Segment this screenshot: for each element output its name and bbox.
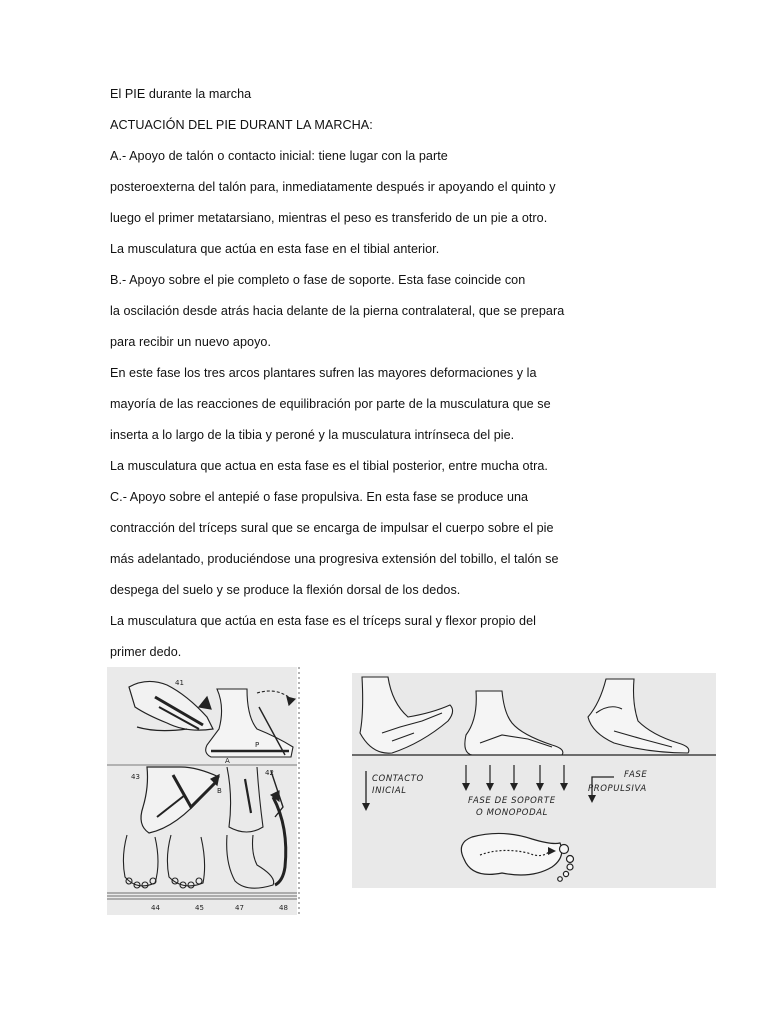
label-propulsiva: PROPULSIVA <box>588 784 647 794</box>
fig-number: 47 <box>235 904 244 912</box>
text-line: primer dedo. <box>110 645 182 659</box>
fig-number: 48 <box>279 904 288 912</box>
text-line: más adelantado, produciéndose una progresiva extensión del tobillo, el talón se <box>110 552 559 566</box>
fig-number: 45 <box>195 904 204 912</box>
text-line: A.- Apoyo de talón o contacto inicial: tiene lugar con la parte <box>110 149 448 163</box>
text-line: La musculatura que actúa en esta fase es el tríceps sural y flexor propio del <box>110 614 536 628</box>
gait-phases-figure <box>352 673 716 888</box>
fig-number: 43 <box>131 773 140 781</box>
text-line: contracción del tríceps sural que se encarga de impulsar el cuerpo sobre el pie <box>110 521 554 535</box>
section-heading: ACTUACIÓN DEL PIE DURANT LA MARCHA: <box>110 118 373 132</box>
fig-letter: P <box>255 741 260 749</box>
text-line: posteroexterna del talón para, inmediatamente después ir apoyando el quinto y <box>110 180 556 194</box>
text-line: C.- Apoyo sobre el antepié o fase propulsiva. En esta fase se produce una <box>110 490 529 504</box>
fig-letter: A <box>225 757 230 765</box>
text-line: despega del suelo y se produce la flexión dorsal de los dedos. <box>110 583 461 597</box>
text-line: para recibir un nuevo apoyo. <box>110 335 272 349</box>
document-title: El PIE durante la marcha <box>110 87 252 101</box>
text-line: mayoría de las reacciones de equilibración por parte de la musculatura que se <box>110 397 551 411</box>
text-line: la oscilación desde atrás hacia delante de la pierna contralateral, que se prepara <box>110 304 565 318</box>
label-fase-soporte: FASE DE SOPORTE <box>468 796 556 806</box>
label-contacto-inicial: CONTACTO <box>372 774 424 784</box>
label-fase-propulsiva: FASE <box>624 770 648 780</box>
label-contacto-inicial-2: INICIAL <box>372 786 407 796</box>
fig-number: 41 <box>175 679 184 687</box>
label-monopodal: O MONOPODAL <box>476 808 548 818</box>
text-line: La musculatura que actua en esta fase es el tibial posterior, entre mucha otra. <box>110 459 548 473</box>
text-line: La musculatura que actúa en esta fase en el tibial anterior. <box>110 242 440 256</box>
fig-number: 42 <box>265 769 274 777</box>
text-line: En este fase los tres arcos plantares sufren las mayores deformaciones y la <box>110 366 537 380</box>
foot-anatomy-figure <box>107 667 307 915</box>
text-line: luego el primer metatarsiano, mientras el peso es transferido de un pie a otro. <box>110 211 548 225</box>
fig-number: 44 <box>151 904 160 912</box>
text-line: inserta a lo largo de la tibia y peroné y la musculatura intrínseca del pie. <box>110 428 515 442</box>
text-line: B.- Apoyo sobre el pie completo o fase de soporte. Esta fase coincide con <box>110 273 526 287</box>
fig-letter: B <box>217 787 222 795</box>
